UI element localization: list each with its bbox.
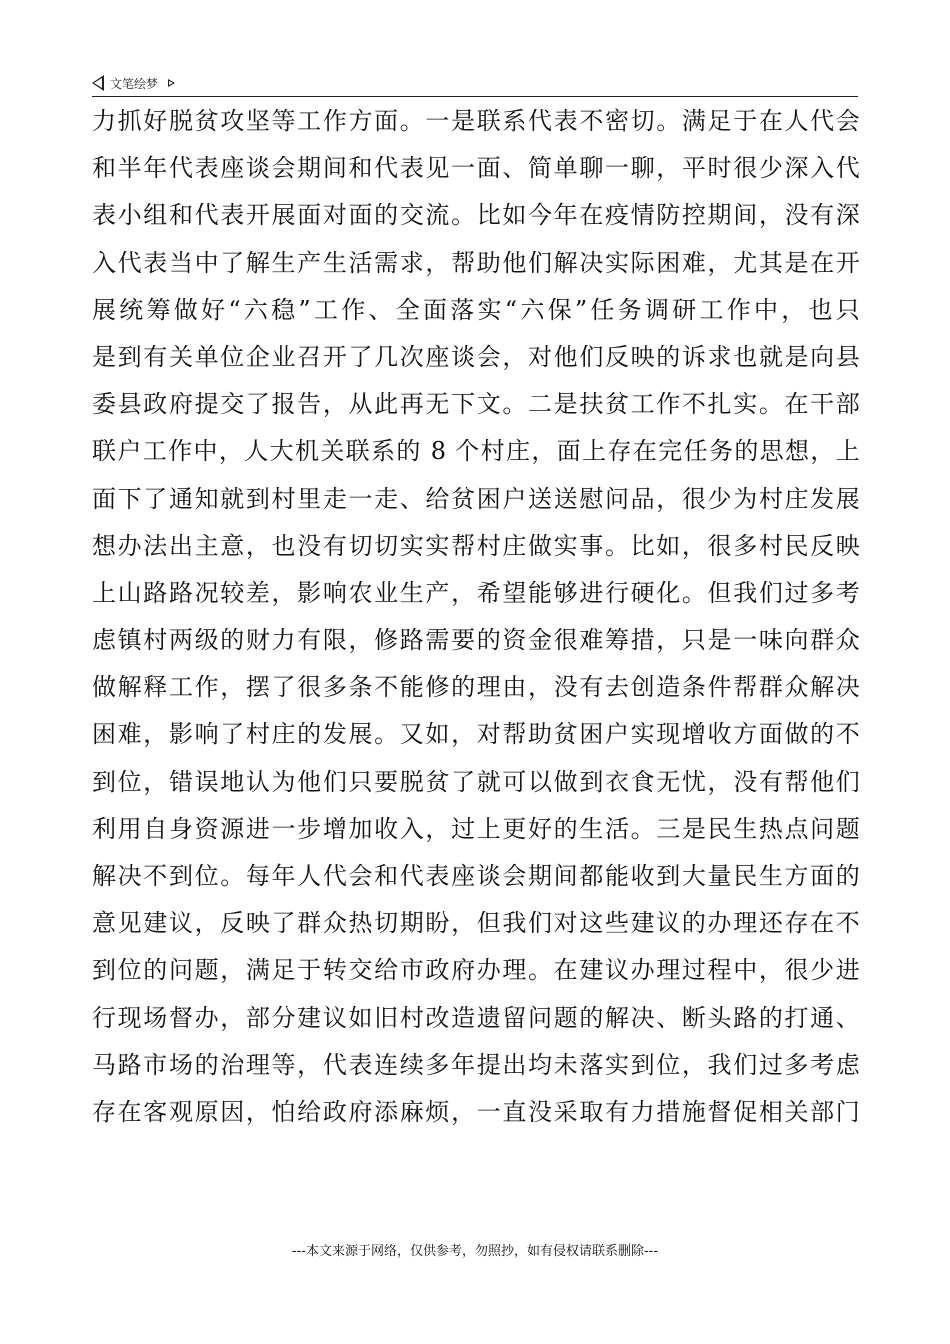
body-line: 想办法出主意，也没有切切实实帮村庄做实事。比如，很多村民反映	[92, 531, 860, 560]
body-line: 虑镇村两级的财力有限，修路需要的资金很难筹措，只是一味向群众	[92, 626, 860, 655]
body-line: 是到有关单位企业召开了几次座谈会，对他们反映的诉求也就是向县	[92, 342, 860, 371]
body-line: 解决不到位。每年人代会和代表座谈会期间都能收到大量民生方面的	[92, 862, 860, 890]
body-line: 联户工作中，人大机关联系的 8 个村庄，面上存在完任务的思想，上	[92, 437, 860, 466]
page-header	[92, 74, 858, 97]
body-line: 行现场督办，部分建议如旧村改造遗留问题的解决、断头路的打通、	[92, 1003, 860, 1032]
body-line: 入代表当中了解生产生活需求，帮助他们解决实际困难，尤其是在开	[92, 248, 860, 277]
body-line: 到位的问题，满足于转交给市政府办理。在建议办理过程中，很少进	[92, 956, 860, 985]
body-line: 表小组和代表开展面对面的交流。比如今年在疫情防控期间，没有深	[92, 201, 860, 230]
page-footer: ---本文来源于网络，仅供参考，勿照抄，如有侵权请联系删除---	[291, 1244, 659, 1259]
body-line: 和半年代表座谈会期间和代表见一面、简单聊一聊，平时很少深入代	[92, 154, 860, 183]
body-line: 做解释工作，摆了很多条不能修的理由，没有去创造条件帮群众解决	[92, 673, 860, 702]
header-brand	[92, 74, 175, 92]
body-line: 到位，错误地认为他们只要脱贫了就可以做到衣食无忧，没有帮他们	[92, 767, 860, 796]
body-line: 存在客观原因，怕给政府添麻烦，一直没采取有力措施督促相关部门	[92, 1097, 860, 1126]
header-title: 文笔绘梦	[110, 76, 159, 91]
body-line: 马路市场的治理等，代表连续多年提出均未落实到位，我们过多考虑	[92, 1050, 860, 1079]
document-body	[92, 98, 860, 1136]
left-triangle-icon	[92, 75, 104, 91]
body-line: 力抓好脱贫攻坚等工作方面。一是联系代表不密切。满足于在人代会	[92, 107, 860, 135]
body-line: 意见建议，反映了群众热切期盼，但我们对这些建议的办理还存在不	[92, 909, 860, 938]
body-line: 困难，影响了村庄的发展。又如，对帮助贫困户实现增收方面做的不	[92, 720, 860, 749]
body-line: 面下了通知就到村里走一走、给贫困户送送慰问品，很少为村庄发展	[92, 484, 860, 513]
body-line: 利用自身资源进一步增加收入，过上更好的生活。三是民生热点问题	[92, 814, 860, 843]
right-triangle-icon	[168, 79, 175, 87]
body-line: 委县政府提交了报告，从此再无下文。二是扶贫工作不扎实。在干部	[92, 390, 860, 419]
body-line: 展统筹做好“六稳”工作、全面落实“六保”任务调研工作中，也只	[92, 295, 860, 324]
body-line: 上山路路况较差，影响农业生产，希望能够进行硬化。但我们过多考	[92, 578, 860, 607]
